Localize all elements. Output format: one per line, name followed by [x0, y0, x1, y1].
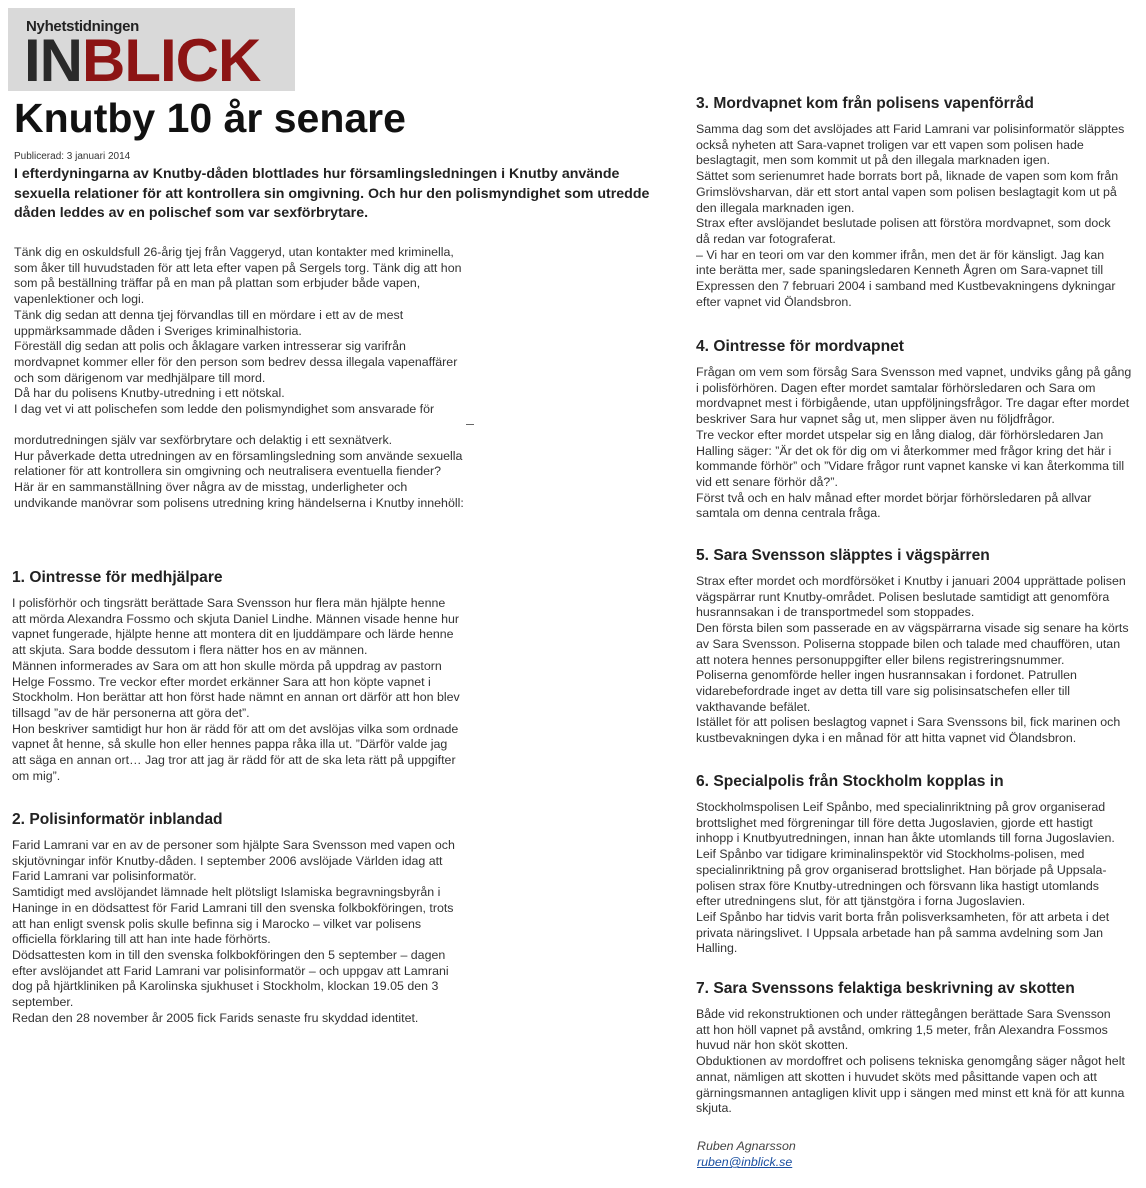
paragraph: Både vid rekonstruktionen och under rättegången berättade Sara Svensson att hon höll vapnet på avstånd, omkring 1,5 meter, från Alexandra Fossmos huvud när hon sköt skotten. [696, 1007, 1111, 1053]
author-name: Ruben Agnarsson [697, 1139, 796, 1153]
paragraph: Redan den 28 november år 2005 fick Farids senaste fru skyddad identitet. [12, 1010, 419, 1025]
paragraph: Samtidigt med avslöjandet lämnade helt plötsligt Islamiska begravningsbyrån i Haninge in en dödsattest för Farid Lamrani till den svenska folkbokföringen, trots att han enligt svensk polis skulle befinna sig i Marocko – vilket var polisens officiella förklaring till att han inte hade förhörts. [12, 885, 454, 947]
paragraph: I polisförhör och tingsrätt berättade Sara Svensson hur flera män hjälpte henne att mörda Alexandra Fossmo och skjuta Daniel Lindhe. Männen visade henne hur vapnet fungerade, hjälpte henne att montera dit en ljuddämpare och lärde henne att skjuta. Sara bodde dessutom i flera nätter hos en av männen. [12, 596, 460, 658]
intro-text-part1 [14, 245, 464, 418]
section-body [696, 800, 1126, 957]
section-heading: 5. Sara Svensson släpptes i vägspärren [696, 547, 990, 564]
article-headline: Knutby 10 år senare [14, 95, 406, 141]
paragraph: Männen informerades av Sara om att hon skulle mörda på uppdrag av pastorn Helge Fossmo. Tre veckor efter mordet erkänner Sara att hon köpte vapnet i Stockholm. Hon berättar att hon först hade nämnt en annan ort därför att hon blev tillsagd ”av de här personerna att göra det”. [12, 658, 460, 720]
paragraph: Farid Lamrani var en av de personer som hjälpte Sara Svensson med vapen och skjutövningar inför Knutby-dåden. I september 2006 avslöjade Världen idag att Farid Lamrani var polisinformatör. [12, 838, 455, 884]
paragraph: Här är en sammanställning över några av de misstag, underligheter och undvikande manövrar som polisens utredning kring händelserna i Knutby innehöll: [14, 480, 464, 510]
section-7 [696, 979, 1126, 1117]
paragraph: Den första bilen som passerade en av vägspärrarna visade sig senare ha körts av Sara Svensson. Poliserna stoppade bilen och talade med chauffören, utan att notera hennes personuppgifter eller bilens registreringsnummer. [696, 621, 1129, 667]
paragraph: Samma dag som det avslöjades att Farid Lamrani var polisinformatör släpptes också nyheten att Sara-vapnet troligen var ett vapen som polisen hade beslagtagit, men som kommit ut på den illegala marknaden igen. [696, 122, 1125, 168]
paragraph: Då har du polisens Knutby-utredning i ett nötskal. [14, 386, 285, 401]
section-5 [696, 546, 1136, 747]
section-body [696, 574, 1136, 747]
section-body [12, 838, 462, 1026]
paragraph: Tre veckor efter mordet utspelar sig en lång dialog, där förhörsledaren Jan Halling säger: ”Är det ok för dig om vi återkommer med frågor kring det här i kommande förhör” och ”Vidare frågor runt vapnet kanske vi kan återkomma till vid ett senare förhör då?”. [696, 427, 1125, 489]
section-heading: 1. Ointresse för medhjälpare [12, 569, 223, 586]
section-3 [696, 94, 1126, 310]
section-heading: 6. Specialpolis från Stockholm kopplas in [696, 773, 1004, 790]
stray-dash-mark [466, 424, 474, 425]
section-heading: 3. Mordvapnet kom från polisens vapenförråd [696, 95, 1034, 112]
intro-text-part2 [14, 433, 464, 512]
paragraph: Poliserna genomförde heller ingen husrannsakan i fordonet. Patrullen vidarebefordrade inget av detta till vare sig polisinsatschefen eller till vakthavande befälet. [696, 668, 1077, 714]
section-heading: 4. Ointresse för mordvapnet [696, 338, 904, 355]
masthead-logo [8, 8, 295, 94]
paragraph: – Vi har en teori om var den kommer ifrån, men det är för känsligt. Jag kan inte berätta mer, sade spaningsledaren Kenneth Ågren om Sara-vapnet till Expressen den 7 februari 2004 i samband med Kustbevakningens dykningar efter vapnet vid Ölandsbron. [696, 247, 1116, 309]
article-lead: I efterdyningarna av Knutby-dåden blottlades hur församlingsledningen i Knutby använde sexuella relationer för att kontrollera sin omgivning. Och hur den polismyndighet som utredde dåden leddes av en polischef som var sexförbrytare. [14, 166, 650, 221]
paragraph: Tänk dig en oskuldsfull 26-årig tjej från Vaggeryd, utan kontakter med kriminella, som åker till huvudstaden för att leta efter vapen på Sergels torg. Tänk dig att hon som på beställning träffar på en man på plattan som erbjuder både vapen, vapenlektioner och logi. [14, 245, 462, 307]
masthead-wordmark [24, 29, 260, 93]
section-body [696, 122, 1126, 310]
logo-part-in: IN [24, 27, 82, 94]
paragraph: Frågan om vem som försåg Sara Svensson med vapnet, undviks gång på gång i polisförhören. Dagen efter mordet samtalar förhörsledaren och Sara om mordvapnet mest i förbigående, utan uppföljningsfrågor. Tre dagar efter mordet beskriver Sara hur vapnet såg ut, men slipper även nu följdfrågor. [696, 365, 1132, 427]
paragraph: Strax efter mordet och mordförsöket i Knutby i januari 2004 upprättade polisen vägspärrar runt Knutby-området. Polisen beslutade samtidigt att genomföra husrannsakan i de transportmedel som stoppades. [696, 574, 1126, 620]
paragraph: Leif Spånbo var tidigare kriminalinspektör vid Stockholms-polisen, med specialinriktning på grov organiserad brottslighet. Han började på Uppsala-polisen strax före Knutby-utredningen och försvann lika hastigt utomlands efter utredningens slut, för att tjänstgöra i forna Jugoslavien. [696, 847, 1107, 909]
paragraph: Sättet som serienumret hade borrats bort på, liknade de vapen som kom från Grimslövsharvan, där ett stort antal vapen som polisen beslagtagit kom ut på den illegala marknaden igen. [696, 169, 1119, 215]
byline [697, 1138, 796, 1170]
section-body [696, 1007, 1126, 1117]
section-1 [12, 568, 462, 784]
section-2 [12, 810, 462, 1026]
paragraph: mordutredningen själv var sexförbrytare och delaktig i ett sexnätverk. [14, 433, 393, 447]
paragraph: Tänk dig sedan att denna tjej förvandlas till en mördare i ett av de mest uppmärksammade dåden i Sveriges kriminalhistoria. [14, 307, 404, 338]
section-6 [696, 772, 1126, 957]
paragraph: Först två och en halv månad efter mordet börjar förhörsledaren på allvar samtala om denna centrala fråga. [696, 490, 1092, 521]
section-heading: 7. Sara Svenssons felaktiga beskrivning av skotten [696, 980, 1075, 997]
paragraph: Istället för att polisen beslagtog vapnet i Sara Svenssons bil, fick marinen och kustbevakningen dyka i en månad för att hitta vapnet vid Ölandsbron. [696, 715, 1121, 746]
section-heading: 2. Polisinformatör inblandad [12, 811, 223, 828]
paragraph: Strax efter avslöjandet beslutade polisen att förstöra mordvapnet, som dock då redan var fotograferat. [696, 216, 1111, 246]
section-body [696, 365, 1136, 522]
author-email-link[interactable]: ruben@inblick.se [697, 1155, 793, 1169]
paragraph: Obduktionen av mordoffret och polisens tekniska genomgång säger något helt annat, nämligen att skotten i huvudet sköts med påsittande vapen och att gärningsmannen antagligen klivit upp i sängen med minst ett knä för att kunna skjuta. [696, 1054, 1125, 1116]
paragraph: Hon beskriver samtidigt hur hon är rädd för att om det avslöjas vilka som ordnade vapnet åt henne, så skulle hon eller hennes pappa råka illa ut. ”Därför valde jag att säga en annan ort… Jag tror att jag är rädd för att de ska leta rätt på uppgifter om mig”. [12, 721, 459, 783]
paragraph: Föreställ dig sedan att polis och åklagare varken intresserar sig varifrån mordvapnet kommer eller för den person som bedrev dessa illegala vapenaffärer och som därigenom var medhjälpare till mord. [14, 339, 458, 385]
publish-date: Publicerad: 3 januari 2014 [14, 151, 131, 162]
logo-part-blick: BLICK [82, 27, 261, 94]
paragraph: Dödsattesten kom in till den svenska folkbokföringen den 5 september – dagen efter avslöjandet att Farid Lamrani var polisinformatör – och uppgav att Lamrani dog på hjärtkliniken på Karolinska sjukhuset i Stockholm, klockan 19.05 den 3 september. [12, 947, 449, 1010]
paragraph: Leif Spånbo har tidvis varit borta från polisverksamheten, för att arbeta i det privata näringslivet. I Uppsala arbetade han på samma avdelning som Jan Halling. [696, 909, 1110, 956]
paragraph: Hur påverkade detta utredningen av en församlingsledning som använde sexuella relationer för att kontrollera sin omgivning och neutralisera eventuella fiender? [14, 448, 463, 479]
paragraph: Stockholmspolisen Leif Spånbo, med specialinriktning på grov organiserad brottslighet med förgreningar till före detta Jugoslavien, gjorde ett hastigt inhopp i Knutbyutredningen, innan han åkte utomlands till forna Jugoslavien. [696, 800, 1115, 846]
section-4 [696, 337, 1136, 522]
masthead-kicker: Nyhetstidningen [26, 18, 140, 35]
paragraph: I dag vet vi att polischefen som ledde den polismyndighet som ansvarade för [14, 402, 435, 417]
section-body [12, 596, 462, 784]
